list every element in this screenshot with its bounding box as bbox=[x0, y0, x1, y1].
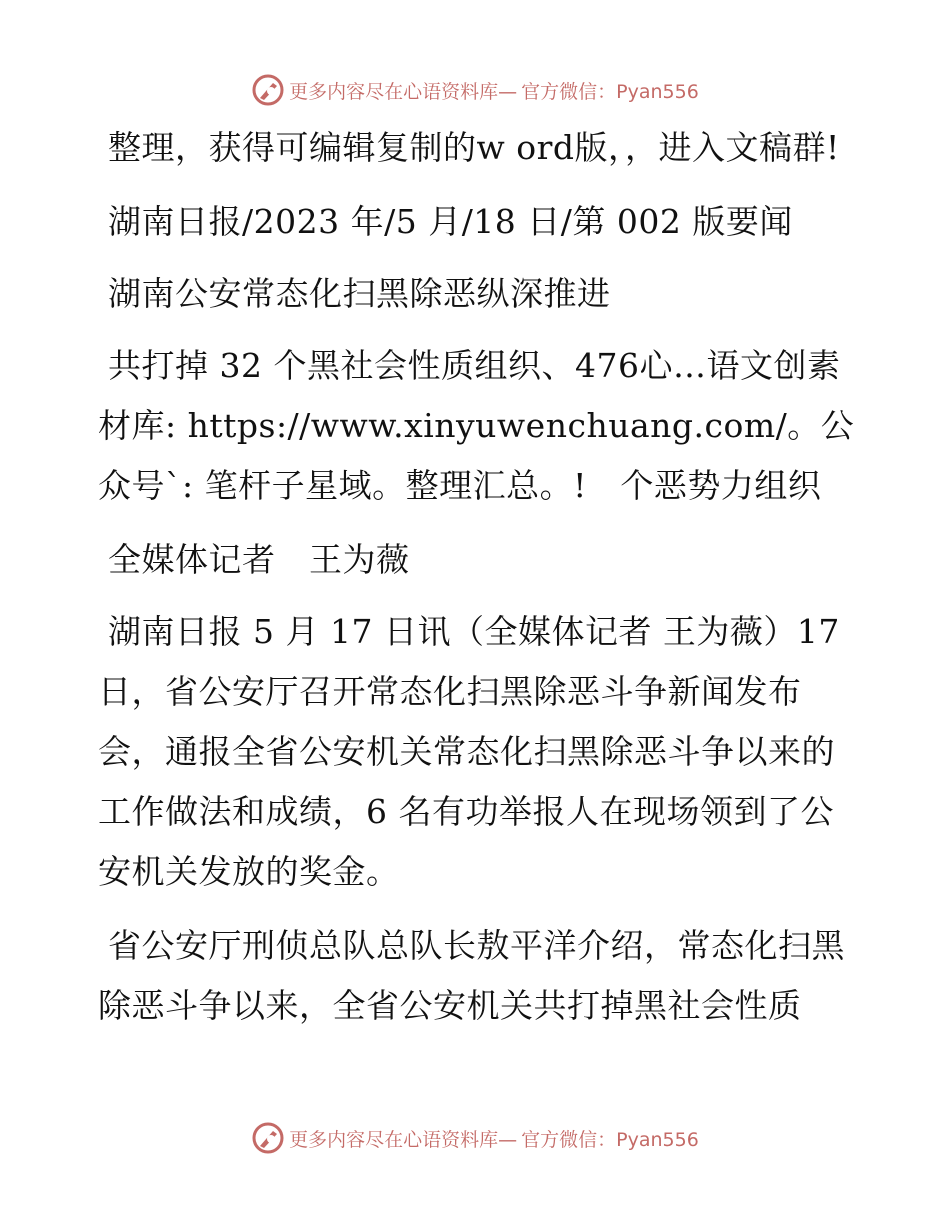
intro-paragraph: 整理，获得可编辑复制的w ord版，，进入文稿群! bbox=[108, 128, 840, 167]
pen-logo-icon bbox=[251, 1121, 285, 1155]
body-paragraph-2: 省公安厅刑侦总队总队长敖平洋介绍，常态化扫黑除恶斗争以来，全省公安机关共打掉黑社会性质 bbox=[98, 926, 845, 1025]
header-promo-text: 更多内容尽在心语资料库— bbox=[289, 80, 518, 103]
body-paragraph-1: 湖南日报 5 月 17 日讯（全媒体记者 王为薇）17 日，省公安厅召开常态化扫黑除恶斗争新闻发布会，通报全省公安机关常态化扫黑除恶斗争以来的工作做法和成绩，6 名有功举报人在现场领到了公安机关发放的奖金。 bbox=[98, 612, 840, 891]
pen-logo-icon bbox=[251, 73, 285, 107]
byline: 全媒体记者 王为薇 bbox=[108, 540, 410, 579]
footer-watermark-banner bbox=[0, 1118, 950, 1158]
footer-wechat-text: 官方微信：Pyan556 bbox=[521, 1128, 699, 1151]
source-line: 湖南日报/2023 年/5 月/18 日/第 002 版要闻 bbox=[108, 202, 793, 241]
document-body bbox=[98, 118, 858, 1050]
header-wechat-text: 官方微信：Pyan556 bbox=[521, 80, 699, 103]
article-title: 湖南公安常态化扫黑除恶纵深推进 bbox=[108, 274, 611, 313]
article-subtitle: 共打掉 32 个黑社会性质组织、476心…语文创素材库: https://www.xinyuwenchuang.com/。公众号`: 笔杆子星域。整理汇总。! 个恶势力组织 bbox=[98, 346, 855, 505]
header-watermark-banner bbox=[0, 70, 950, 110]
footer-promo-text: 更多内容尽在心语资料库— bbox=[289, 1128, 518, 1151]
